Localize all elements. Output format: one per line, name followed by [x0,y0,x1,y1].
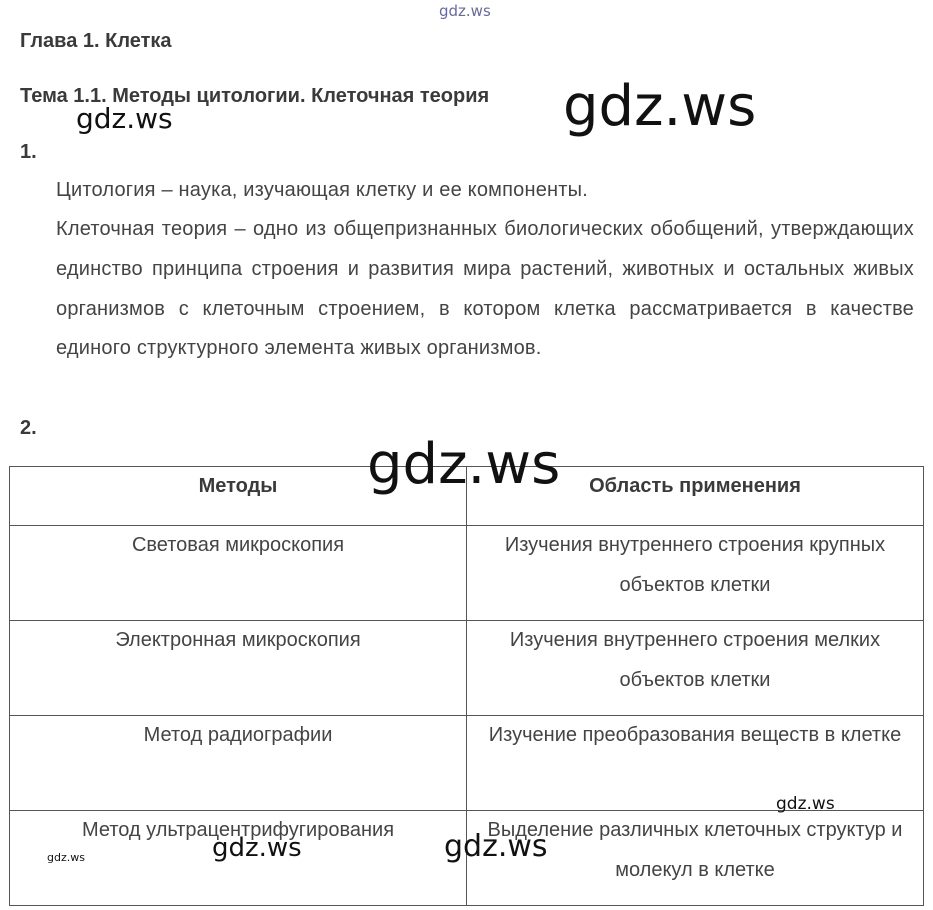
application-cell: Изучение преобразования веществ в клетке [467,716,924,811]
application-cell: Изучения внутреннего строения мелких объектов клетки [467,621,924,716]
header-application: Область применения [467,467,924,526]
watermark-large-middle: gdz.ws [367,432,561,497]
method-cell: Электронная микроскопия [10,621,467,716]
method-cell: Метод ультрацентрифугирования [10,811,467,906]
chapter-title: Глава 1. Клетка [20,30,172,52]
watermark-top: gdz.ws [439,2,491,20]
watermark-tiny-bottom-left: gdz.ws [47,851,85,864]
application-cell: Изучения внутреннего строения крупных объектов клетки [467,526,924,621]
topic-title: Тема 1.1. Методы цитологии. Клеточная теория [20,85,490,107]
method-cell: Метод радиографии [10,716,467,811]
watermark-medium-left: gdz.ws [76,102,173,135]
table-row [10,621,924,716]
application-cell: Выделение различных клеточных структур и молекул в клетке [467,811,924,906]
watermark-medium-bottom-left: gdz.ws [212,833,302,863]
watermark-small-bottom-right: gdz.ws [776,794,835,814]
header-methods: Методы [10,467,467,526]
table-row [10,526,924,621]
question-1-number: 1. [20,141,37,163]
cytology-definition: Цитология – наука, изучающая клетку и ее компоненты. [56,179,588,201]
method-cell: Световая микроскопия [10,526,467,621]
cell-theory-definition: Клеточная теория – одно из общепризнанных биологических обобщений, утверждающих единство принципа строения и развития мира растений, животных и остальных живых организмов с клеточным строением, в котором клетка рассматривается в качестве единого структурного элемента живых организмов. [56,218,914,360]
watermark-medium-bottom-center: gdz.ws [444,829,548,864]
watermark-large-top: gdz.ws [563,74,757,139]
question-2-number: 2. [20,417,37,439]
